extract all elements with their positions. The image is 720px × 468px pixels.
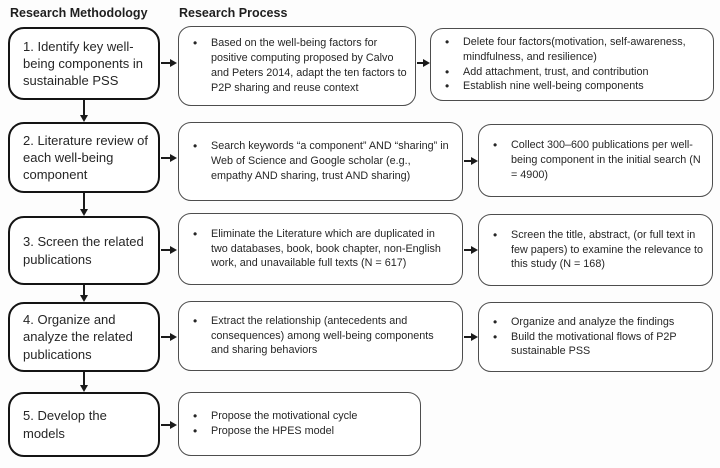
stage-label-3: 3. Screen the related publications (23, 234, 144, 267)
arrow-stage4-to-stage5 (83, 372, 85, 385)
outcome-bullet: • Organize and analyze the findings (485, 315, 704, 330)
arrow-stage5-to-process5 (161, 424, 170, 426)
arrow-stage3-to-stage4 (83, 285, 85, 295)
outcome-box-1-list (437, 35, 705, 95)
process-box-1-list (185, 36, 407, 96)
stage-label-4: 4. Organize and analyze the related publications (23, 312, 133, 362)
arrow-stage1-to-stage2 (83, 100, 85, 115)
process-bullet: • Propose the HPES model (185, 424, 357, 439)
outcome-box-1 (430, 28, 714, 101)
stage-label-2: 2. Literature review of each well-being component (23, 132, 149, 183)
process-bullet: • Extract the relationship (antecedents and consequences) among well-being components and sharing behaviors (185, 314, 454, 359)
stage-box-2 (8, 122, 160, 193)
process-column-header: Research Process (179, 6, 288, 20)
outcome-box-3 (478, 214, 713, 286)
stage-box-3 (8, 216, 160, 285)
arrow-process2-to-outcome2 (464, 160, 471, 162)
arrow-stage2-to-process2 (161, 157, 170, 159)
stage-label-1: 1. Identify key well-being components in sustainable PSS (23, 38, 143, 89)
process-box-5 (178, 392, 421, 456)
outcome-bullet: • Add attachment, trust, and contribution (437, 65, 705, 80)
process-box-5-list (185, 409, 357, 439)
process-box-2 (178, 122, 463, 201)
arrow-process4-to-outcome4 (464, 336, 471, 338)
outcome-bullet: • Screen the title, abstract, (or full text in few papers) to examine the relevance to this study (N = 168) (485, 228, 704, 273)
arrow-stage1-to-process1 (161, 62, 170, 64)
outcome-bullet: • Collect 300–600 publications per well-being component in the initial search (N = 4900) (485, 138, 704, 183)
stage-box-5 (8, 392, 160, 457)
outcome-box-4 (478, 302, 713, 372)
process-box-2-list (185, 139, 454, 184)
process-box-3-list (185, 227, 454, 272)
stage-label-5: 5. Develop the models (23, 408, 107, 441)
process-bullet: • Based on the well-being factors for positive computing proposed by Calvo and Peters 2014, adapt the ten factors to P2P sharing and reuse context (185, 36, 407, 96)
process-bullet: • Eliminate the Literature which are duplicated in two databases, book, book chapter, non-English work, and unavailable full texts (N = 617) (185, 227, 454, 272)
outcome-box-2 (478, 124, 713, 197)
outcome-bullet: • Establish nine well-being components (437, 79, 705, 94)
process-box-3 (178, 213, 463, 285)
process-box-4-list (185, 314, 454, 359)
process-bullet: • Search keywords “a component” AND “sharing” in Web of Science and Google scholar (e.g., empathy AND sharing, trust AND sharing) (185, 139, 454, 184)
outcome-box-3-list (485, 228, 704, 273)
arrow-stage2-to-stage3 (83, 193, 85, 209)
process-bullet: • Propose the motivational cycle (185, 409, 357, 424)
methodology-column-header: Research Methodology (10, 6, 148, 20)
arrow-stage3-to-process3 (161, 249, 170, 251)
outcome-bullet: • Delete four factors(motivation, self-awareness, mindfulness, and resilience) (437, 35, 705, 65)
stage-box-1 (8, 27, 160, 100)
arrow-stage4-to-process4 (161, 336, 170, 338)
arrow-process3-to-outcome3 (464, 249, 471, 251)
outcome-box-2-list (485, 138, 704, 183)
arrow-process1-to-outcome1 (417, 62, 423, 64)
stage-box-4 (8, 302, 160, 372)
process-box-1 (178, 26, 416, 106)
outcome-box-4-list (485, 315, 704, 360)
outcome-bullet: • Build the motivational flows of P2P sustainable PSS (485, 330, 704, 360)
process-box-4 (178, 301, 463, 371)
